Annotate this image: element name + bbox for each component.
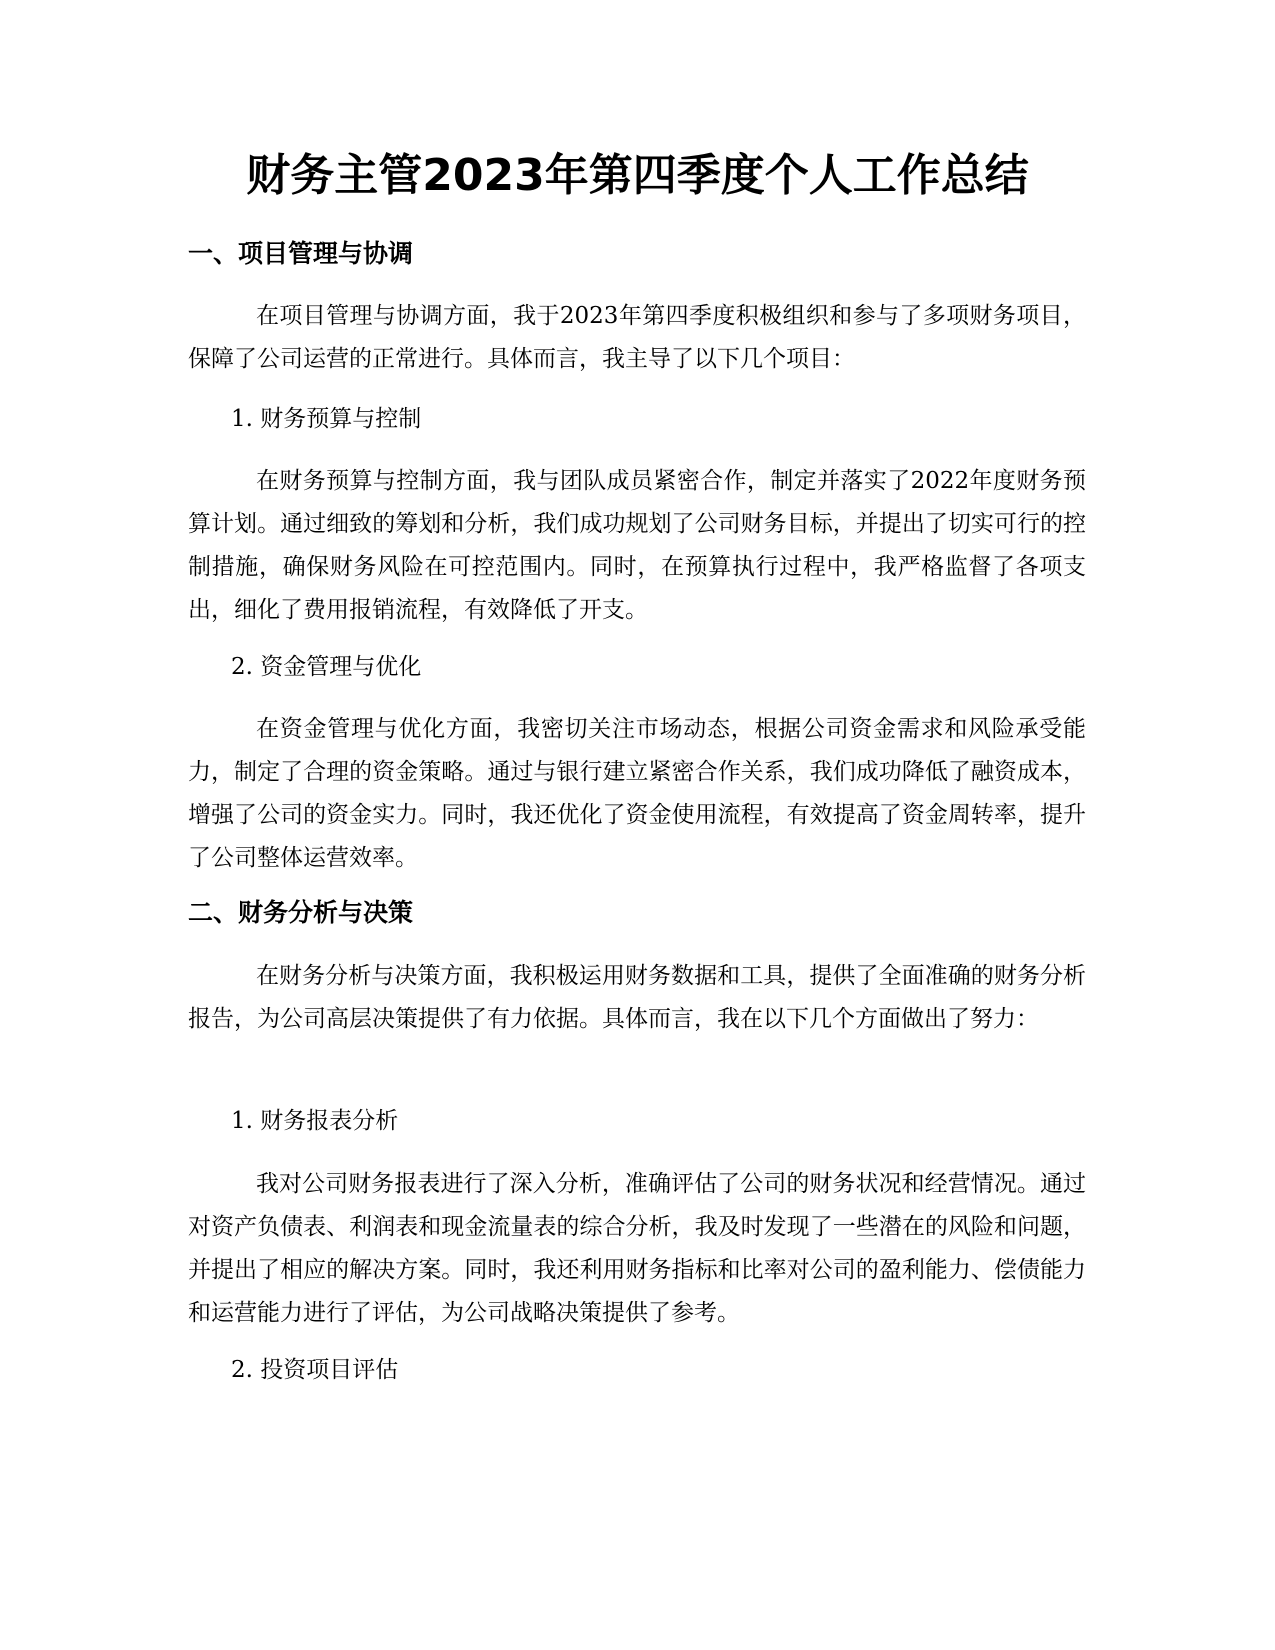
section2-item-statements-title: 1. 财务报表分析 [231, 1108, 399, 1134]
section-heading-financial-analysis: 二、财务分析与决策 [188, 898, 414, 927]
section1-item-funds-paragraph: 在资金管理与优化方面，我密切关注市场动态，根据公司资金需求和风险承受能力，制定了合理的资金策略。通过与银行建立紧密合作关系，我们成功降低了融资成本，增强了公司的资金实力。同时，我还优化了资金使用流程，有效提高了资金周转率，提升了公司整体运营效率。 [188, 716, 1086, 871]
section2-item-statements-paragraph: 我对公司财务报表进行了深入分析，准确评估了公司的财务状况和经营情况。通过对资产负债表、利润表和现金流量表的综合分析，我及时发现了一些潜在的风险和问题，并提出了相应的解决方案。同时，我还利用财务指标和比率对公司的盈利能力、偿债能力和运营能力进行了评估，为公司战略决策提供了参考。 [188, 1171, 1086, 1326]
section2-intro-paragraph: 在财务分析与决策方面，我积极运用财务数据和工具，提供了全面准确的财务分析报告，为公司高层决策提供了有力依据。具体而言，我在以下几个方面做出了努力： [188, 963, 1086, 1032]
document-title: 财务主管2023年第四季度个人工作总结 [246, 150, 1029, 201]
section1-item-funds-title: 2. 资金管理与优化 [231, 654, 422, 680]
section1-item-budget-paragraph: 在财务预算与控制方面，我与团队成员紧密合作，制定并落实了2022年度财务预算计划。通过细致的筹划和分析，我们成功规划了公司财务目标，并提出了切实可行的控制措施，确保财务风险在可控范围内。同时，在预算执行过程中，我严格监督了各项支出，细化了费用报销流程，有效降低了开支。 [188, 468, 1086, 623]
section1-item-budget-title: 1. 财务预算与控制 [231, 406, 422, 432]
section2-item-investment-title: 2. 投资项目评估 [231, 1357, 399, 1383]
section-heading-project-management: 一、项目管理与协调 [188, 239, 414, 268]
section1-intro-paragraph: 在项目管理与协调方面，我于2023年第四季度积极组织和参与了多项财务项目，保障了公司运营的正常进行。具体而言，我主导了以下几个项目： [188, 303, 1086, 372]
